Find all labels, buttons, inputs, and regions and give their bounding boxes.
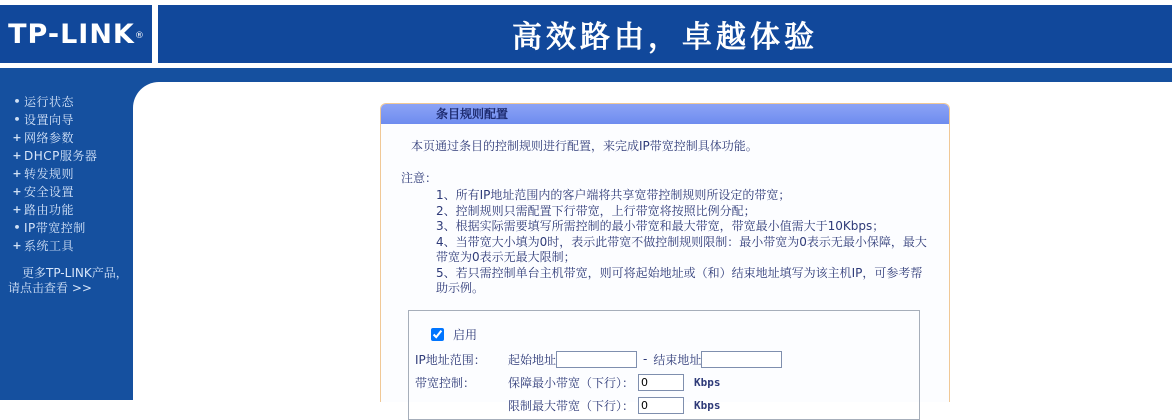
notice-label: 注意： bbox=[401, 171, 438, 185]
max-bandwidth-input[interactable] bbox=[638, 397, 684, 414]
range-separator: - bbox=[643, 352, 648, 366]
max-bandwidth-row bbox=[415, 394, 919, 417]
min-bandwidth-unit: Kbps bbox=[694, 375, 721, 389]
sidebar-item-setup-wizard[interactable]: • 设置向导 bbox=[0, 110, 133, 128]
min-bandwidth-row bbox=[415, 371, 919, 394]
sidebar-nav bbox=[0, 68, 133, 400]
note-item: 5、若只需控制单台主机带宽，则可将起始地址或（和）结束地址填写为该主机IP，可参考帮助示例。 bbox=[436, 265, 923, 295]
start-address-input[interactable] bbox=[556, 351, 637, 368]
banner-slogan: 高效路由，卓越体验 bbox=[512, 20, 818, 55]
sidebar-item-system-tools[interactable]: + 系统工具 bbox=[0, 236, 133, 254]
content-area bbox=[133, 82, 1172, 413]
bullet-icon: • bbox=[13, 220, 21, 234]
notes-list bbox=[436, 188, 928, 297]
bullet-icon: • bbox=[13, 94, 21, 108]
end-address-label: 结束地址 bbox=[653, 352, 702, 367]
plus-icon: + bbox=[12, 184, 22, 198]
sidebar-item-forwarding-rules[interactable]: + 转发规则 bbox=[0, 164, 133, 182]
plus-icon: + bbox=[12, 166, 22, 180]
note-item: 2、控制规则只需配置下行带宽，上行带宽将按照比例分配； bbox=[436, 203, 756, 218]
more-products-link[interactable]: 更多TP-LINK产品， 请点击查看 >> bbox=[8, 266, 128, 295]
sidebar-item-routing-function[interactable]: + 路由功能 bbox=[0, 200, 133, 218]
panel-title: 条目规则配置 bbox=[381, 104, 949, 124]
sidebar-item-network-params[interactable]: + 网络参数 bbox=[0, 128, 133, 146]
registered-mark-icon: ® bbox=[134, 31, 144, 41]
panel-body bbox=[381, 124, 949, 420]
plus-icon: + bbox=[12, 238, 22, 252]
bullet-icon: • bbox=[13, 112, 21, 126]
main-area bbox=[0, 68, 1172, 413]
ip-range-row bbox=[415, 348, 919, 371]
plus-icon: + bbox=[12, 130, 22, 144]
min-bandwidth-label: 保障最小带宽（下行）： bbox=[508, 375, 635, 390]
note-item: 4、当带宽大小填为0时，表示此带宽不做控制规则限制：最小带宽为0表示无最小保障，最大带宽为0表示无最大限制； bbox=[436, 234, 927, 264]
tplink-logo bbox=[0, 5, 152, 63]
sidebar-item-security-settings[interactable]: + 安全设置 bbox=[0, 182, 133, 200]
min-bandwidth-input[interactable] bbox=[638, 374, 684, 391]
page-header bbox=[0, 5, 1172, 63]
header-banner bbox=[158, 5, 1172, 63]
start-address-label: 起始地址 bbox=[508, 352, 557, 367]
rule-form bbox=[408, 310, 920, 420]
enable-row bbox=[431, 323, 919, 346]
sidebar-item-ip-bandwidth-control[interactable]: • IP带宽控制 bbox=[0, 218, 133, 236]
enable-label: 启用 bbox=[453, 327, 478, 342]
logo-text: TP-LINK bbox=[8, 18, 135, 50]
ip-range-label: IP地址范围： bbox=[415, 352, 486, 367]
max-bandwidth-label: 限制最大带宽（下行）： bbox=[508, 398, 635, 413]
plus-icon: + bbox=[12, 202, 22, 216]
intro-text: 本页通过条目的控制规则进行配置，来完成IP带宽控制具体功能。 bbox=[411, 139, 758, 153]
max-bandwidth-unit: Kbps bbox=[694, 398, 721, 412]
end-address-input[interactable] bbox=[701, 351, 782, 368]
note-item: 3、根据实际需要填写所需控制的最小带宽和最大带宽，带宽最小值需大于10Kbps； bbox=[436, 219, 885, 233]
rule-config-panel bbox=[380, 103, 950, 413]
note-item: 1、所有IP地址范围内的客户端将共享宽带控制规则所设定的带宽； bbox=[436, 188, 791, 202]
sidebar-item-dhcp-server[interactable]: + DHCP服务器 bbox=[0, 146, 133, 164]
enable-checkbox[interactable] bbox=[431, 328, 444, 341]
plus-icon: + bbox=[12, 148, 22, 162]
bandwidth-control-label: 带宽控制： bbox=[415, 375, 476, 390]
sidebar-item-running-status[interactable]: • 运行状态 bbox=[0, 92, 133, 110]
